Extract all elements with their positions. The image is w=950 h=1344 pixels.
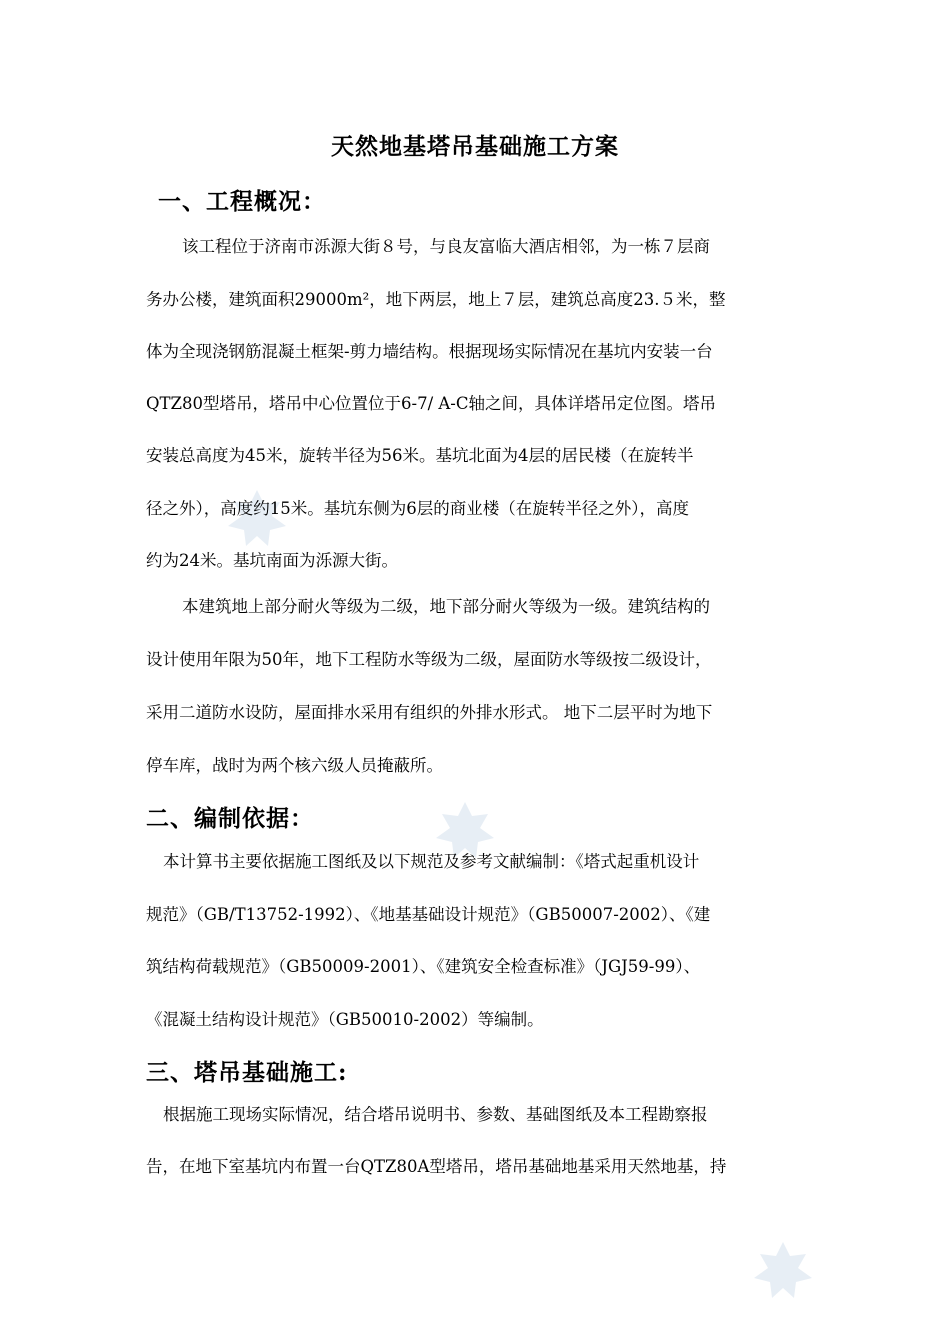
paragraph-line: 安装总高度为45米，旋转半径为56米。基坑北面为4层的居民楼（在旋转半 xyxy=(146,446,694,465)
section-heading-basis: 二、编制依据： xyxy=(146,805,314,832)
paragraph-line: 径之外），高度约15米。基坑东侧为6层的商业楼（在旋转半径之外），高度 xyxy=(146,499,689,518)
paragraph-line: 该工程位于济南市泺源大街８号，与良友富临大酒店相邻，为一栋７层商 xyxy=(182,237,710,256)
paragraph-line: 停车库，战时为两个核六级人员掩蔽所。 xyxy=(146,756,443,775)
document-title: 天然地基塔吊基础施工方案 xyxy=(331,133,619,160)
paragraph-line: 采用二道防水设防，屋面排水采用有组织的外排水形式。 地下二层平时为地下 xyxy=(146,703,713,722)
paragraph-line: 设计使用年限为50年，地下工程防水等级为二级，屋面防水等级按二级设计， xyxy=(146,650,712,669)
watermark-logo-icon xyxy=(748,1240,818,1300)
paragraph-line: 约为24米。基坑南面为泺源大街。 xyxy=(146,551,398,570)
paragraph-line: 根据施工现场实际情况，结合塔吊说明书、参数、基础图纸及本工程勘察报 xyxy=(163,1105,708,1124)
paragraph-line: 本建筑地上部分耐火等级为二级，地下部分耐火等级为一级。建筑结构的 xyxy=(182,597,710,616)
section-heading-overview: 一、工程概况： xyxy=(158,188,326,215)
watermark-logo-icon xyxy=(430,800,500,860)
paragraph-line: 筑结构荷载规范》（GB50009-2001）、《建筑安全检查标准》（JGJ59-99）、 xyxy=(146,957,701,976)
paragraph-line: 规范》（GB/T13752-1992）、《地基基础设计规范》（GB50007-2002）、《建 xyxy=(146,905,711,924)
section-heading-foundation: 三、塔吊基础施工: xyxy=(146,1059,348,1086)
paragraph-line: 本计算书主要依据施工图纸及以下规范及参考文献编制：《塔式起重机设计 xyxy=(163,852,700,871)
paragraph-line: 务办公楼，建筑面积29000m²，地下两层，地上７层，建筑总高度23.５米，整 xyxy=(146,290,726,309)
paragraph-line: QTZ80型塔吊，塔吊中心位置位于6-7/ A-C轴之间，具体详塔吊定位图。塔吊 xyxy=(146,394,716,413)
paragraph-line: 告，在地下室基坑内布置一台QTZ80A型塔吊，塔吊基础地基采用天然地基，持 xyxy=(146,1157,727,1176)
paragraph-line: 《混凝土结构设计规范》（GB50010-2002）等编制。 xyxy=(146,1010,544,1029)
paragraph-line: 体为全现浇钢筋混凝土框架-剪力墙结构。根据现场实际情况在基坑内安装一台 xyxy=(146,342,713,361)
